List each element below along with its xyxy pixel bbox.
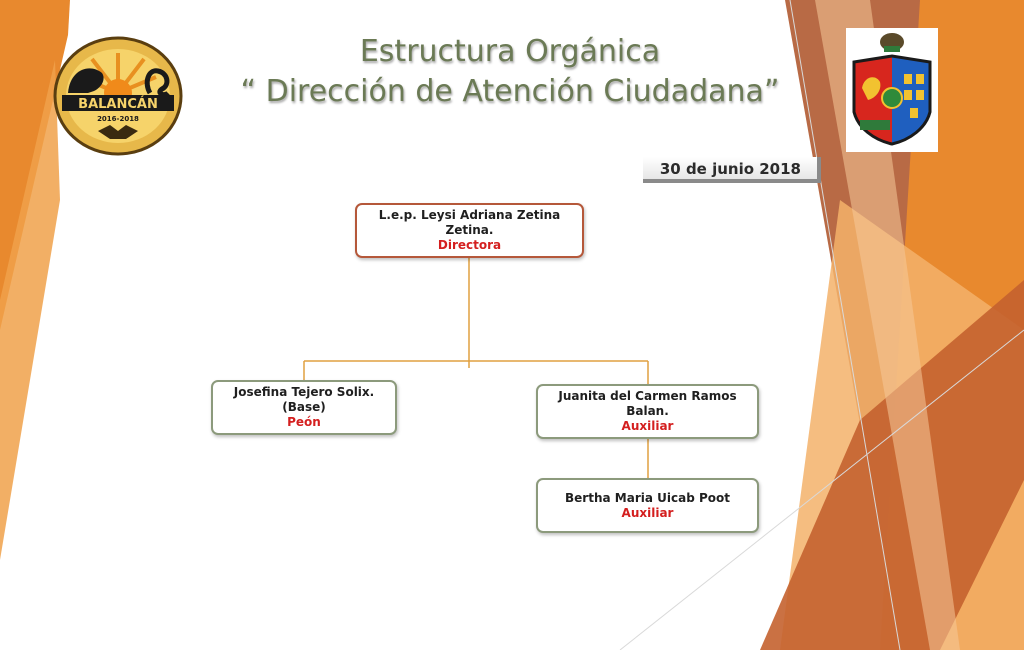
org-node-auxiliar-1 [536, 384, 759, 439]
logo-years-text: 2016-2018 [97, 115, 139, 123]
director-role: Directora [437, 238, 502, 252]
auxiliar-2-role: Auxiliar [621, 505, 674, 520]
org-node-auxiliar-2 [536, 478, 759, 533]
director-name: L.e.p. Leysi Adriana Zetina Zetina. [378, 208, 561, 237]
page-title-line-2: “ Dirección de Atención Ciudadana” [240, 74, 780, 109]
logo-name-text: BALANCÁN [78, 97, 158, 112]
auxiliar-2-name: Bertha Maria Uicab Poot [565, 490, 730, 505]
page-title-line-1: Estructura Orgánica [359, 34, 661, 69]
auxiliar-1-role: Auxiliar [621, 419, 674, 433]
peon-name: Josefina Tejero Solix. [233, 385, 375, 399]
peon-note: (Base) [282, 400, 326, 414]
balancan-logo-icon [52, 35, 184, 157]
auxiliar-1-name: Juanita del Carmen Ramos Balan. [558, 389, 737, 418]
date-banner: 30 de junio 2018 [643, 157, 821, 183]
shield-base-band [860, 120, 890, 130]
org-node-director [355, 203, 584, 258]
shield-center-medallion [882, 88, 902, 108]
peon-role: Peón [287, 415, 321, 429]
tabasco-coat-of-arms-icon [846, 28, 938, 152]
org-node-peon [211, 380, 397, 435]
